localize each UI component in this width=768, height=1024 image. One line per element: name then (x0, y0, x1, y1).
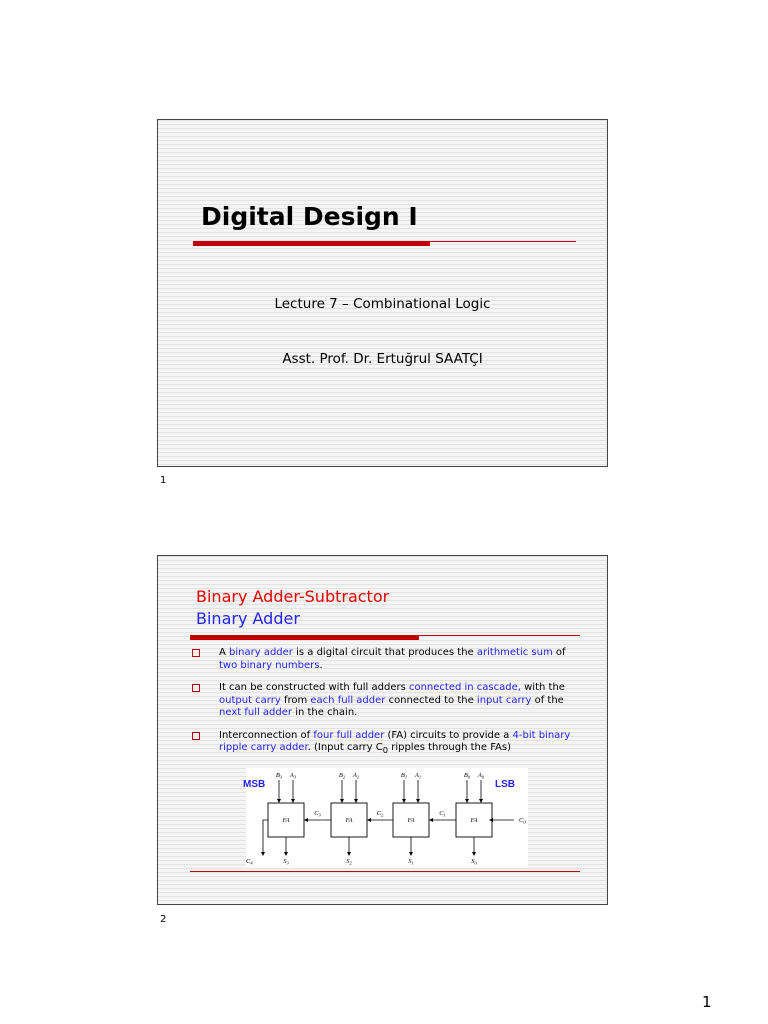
msb-label: MSB (243, 779, 266, 790)
carry-label: $C_1$ (439, 810, 446, 818)
input-label: $B_2$ (338, 772, 346, 780)
carry-label: $C_0$ (519, 817, 526, 825)
input-label: $A_2$ (352, 772, 360, 780)
page-number: 1 (702, 993, 712, 1011)
author-line: Asst. Prof. Dr. Ertuğrul SAATÇI (282, 351, 483, 367)
bullet-list (190, 647, 580, 767)
sum-label: $S_2$ (346, 858, 352, 866)
slide-number: 1 (160, 475, 167, 486)
sum-label: $S_0$ (471, 858, 477, 866)
list-item: A binary adder is a digital circuit that produces the arithmetic sum of two binary numbers. (190, 647, 580, 672)
bullet-square-icon (192, 649, 200, 657)
title-underline-thick (190, 635, 419, 640)
fa-label: FA (407, 817, 415, 824)
ripple-carry-adder-diagram (243, 768, 528, 868)
bullet-square-icon (192, 684, 200, 692)
input-label: $B_1$ (400, 772, 408, 780)
slide-title: Binary Adder-Subtractor (196, 587, 390, 606)
slide-2 (157, 555, 608, 905)
title-underline-thin (430, 241, 576, 242)
sum-label: $S_1$ (408, 858, 414, 866)
slide-subtitle: Binary Adder (196, 609, 300, 628)
carry-label: $C_4$ (246, 858, 253, 866)
footer-rule (190, 871, 580, 872)
list-item: It can be constructed with full adders connected in cascade, with the output carry from each full adder connected to the input carry of the next full adder in the chain. (190, 682, 580, 720)
lecture-subtitle: Lecture 7 – Combinational Logic (274, 296, 491, 312)
slide-title: Digital Design I (201, 202, 418, 231)
carry-label: $C_3$ (314, 810, 321, 818)
input-label: $A_3$ (289, 772, 297, 780)
list-item: Interconnection of four full adder (FA) circuits to provide a 4-bit binary ripple carry adder. (Input carry $C_0$ ripples through the FAs) (190, 730, 580, 757)
slide-1 (157, 119, 608, 467)
fa-label: FA (345, 817, 353, 824)
title-underline-thick (193, 241, 430, 246)
input-label: $A_0$ (477, 772, 485, 780)
input-label: $A_1$ (414, 772, 422, 780)
input-label: $B_3$ (275, 772, 283, 780)
fa-label: FA (470, 817, 478, 824)
slide-number: 2 (160, 914, 167, 925)
fa-label: FA (282, 817, 290, 824)
bullet-square-icon (192, 732, 200, 740)
title-underline-thin (419, 635, 580, 636)
input-label: $B_0$ (463, 772, 471, 780)
sum-label: $S_3$ (283, 858, 289, 866)
lsb-label: LSB (495, 779, 515, 790)
carry-label: $C_2$ (376, 810, 384, 818)
